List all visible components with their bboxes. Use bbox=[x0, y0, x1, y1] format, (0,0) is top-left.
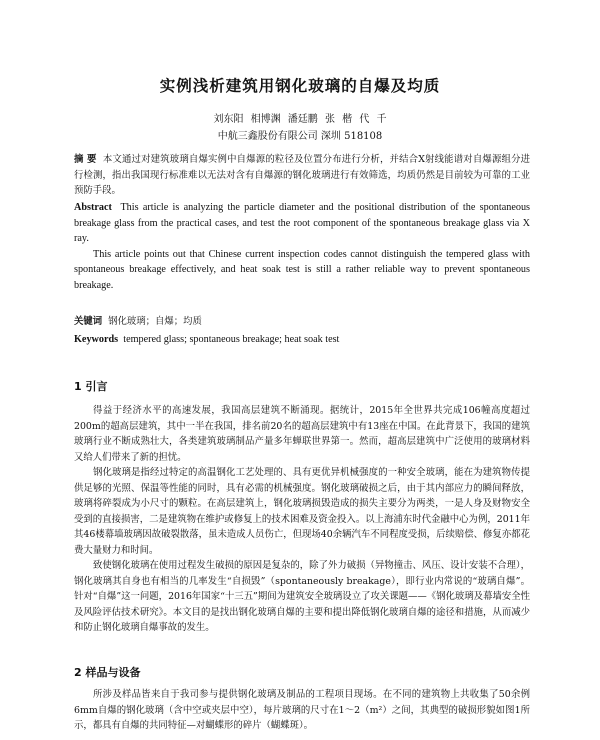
affiliation: 中航三鑫股份有限公司 深圳 518108 bbox=[217, 131, 383, 142]
abstract-cn-text: 本文通过对建筑玻璃自爆实例中自爆源的粒径及位置分布进行分析，并结合X射线能谱对自爆源组分进行检测，指出我国现行标准难以无法对含有自爆源的钢化玻璃进行有效筛选，均质仍然是目前较为可靠的工业预防手段。 bbox=[74, 154, 530, 196]
section-2-heading: 2 样品与设备 bbox=[74, 666, 141, 679]
author-list: 刘东阳 相博渊 潘廷鹏 张 楷 代 千 bbox=[213, 114, 387, 125]
keywords-en bbox=[74, 332, 530, 348]
paper-title: 实例浅析建筑用钢化玻璃的自爆及均质 bbox=[159, 77, 441, 95]
section-1-paragraph-3: 致使钢化玻璃在使用过程发生破损的原因是复杂的，除了外力破损（异物撞击、风压、设计安装不合理），钢化玻璃其自身也有相当的几率发生“自损毁”（spontaneously breakage），即行业内常说的“玻璃自爆”。针对“自爆”这一问题，2016年国家“十三五”期间为建筑安全玻璃设立了攻关课题——《钢化玻璃及幕墙安全性及风险评估技术研究》。本文目的是找出钢化玻璃自爆的主要和提出降低钢化玻璃自爆的途径和措施，从而减少和防止钢化玻璃自爆事故的发生。 bbox=[74, 560, 530, 633]
section-1-paragraph-2: 钢化玻璃是指经过特定的高温钢化工艺处理的、具有更优异机械强度的一种安全玻璃，能在为建筑物传提供足够的光照、保温等性能的同时，具有必需的机械强度。钢化玻璃破损之后，由于其内部应力的瞬间释放，玻璃将碎裂成为小尺寸的颗粒。在高层建筑上，钢化玻璃损毁造成的损失主要分为两类，一是人身及财物安全受到的直接损害，二是建筑物在维护或修复上的技术困难及资金投入。以上海浦东时代金融中心为例，2011年其46楼幕墙玻璃因故破裂散落，虽未造成人员伤亡，但现场40余辆汽车不同程度受损，后续赔偿、修复亦都花费大量财力和时间。 bbox=[74, 467, 530, 556]
keywords-en-label: Keywords bbox=[74, 334, 119, 345]
abstract-en-text: This article is analyzing the particle diameter and the positional distribution of the spontaneous breakage glass from the practical cases, and test the root component of the spontaneous breakage glass via X ray. bbox=[74, 202, 531, 244]
keywords-en-text: tempered glass; spontaneous breakage; heat soak test bbox=[123, 334, 340, 345]
abstract-en-label: Abstract bbox=[74, 202, 112, 213]
keywords-cn-label: 关键词 bbox=[74, 316, 103, 327]
section-1-body bbox=[74, 403, 530, 636]
keywords-cn bbox=[74, 314, 530, 330]
section-2-paragraph-1: 所涉及样品皆来自于我司参与提供钢化玻璃及制品的工程项目现场。在不同的建筑物上共收集了50余例6mm自爆的钢化玻璃（含中空或夹层中空），每片玻璃的尺寸在1～2（m²）之间，其典型的破损形貌如图1所示，都具有自爆的共同特征—对蝴蝶形的碎片（蝴蝶斑）。 bbox=[74, 689, 530, 731]
abstract-cn bbox=[74, 152, 530, 199]
section-1-heading: 1 引言 bbox=[74, 380, 108, 393]
abstract-cn-label: 摘 要 bbox=[74, 154, 97, 165]
section-2-body bbox=[74, 687, 530, 734]
keywords-cn-text: 钢化玻璃；自爆；均质 bbox=[108, 316, 202, 327]
abstract-en-text-2: This article points out that Chinese current inspection codes cannot distinguish the tempered glass with spontaneous breakage effectively, and heat soak test is still a rather reliable way to prevent spontaneous breakage. bbox=[74, 248, 530, 291]
section-1-paragraph-1: 得益于经济水平的高速发展，我国高层建筑不断涌现。据统计，2015年全世界共完成106幢高度超过200m的超高层建筑，其中一半在我国，排名前20名的超高层建筑中有13座在中国。在此背景下，我国的建筑玻璃行业不断成熟壮大，各类建筑玻璃制品产量多年蝉联世界第一。然而，超高层建筑中广泛使用的玻璃材料又给人们带来了新的担忧。 bbox=[74, 405, 530, 463]
abstract-en bbox=[74, 200, 530, 293]
